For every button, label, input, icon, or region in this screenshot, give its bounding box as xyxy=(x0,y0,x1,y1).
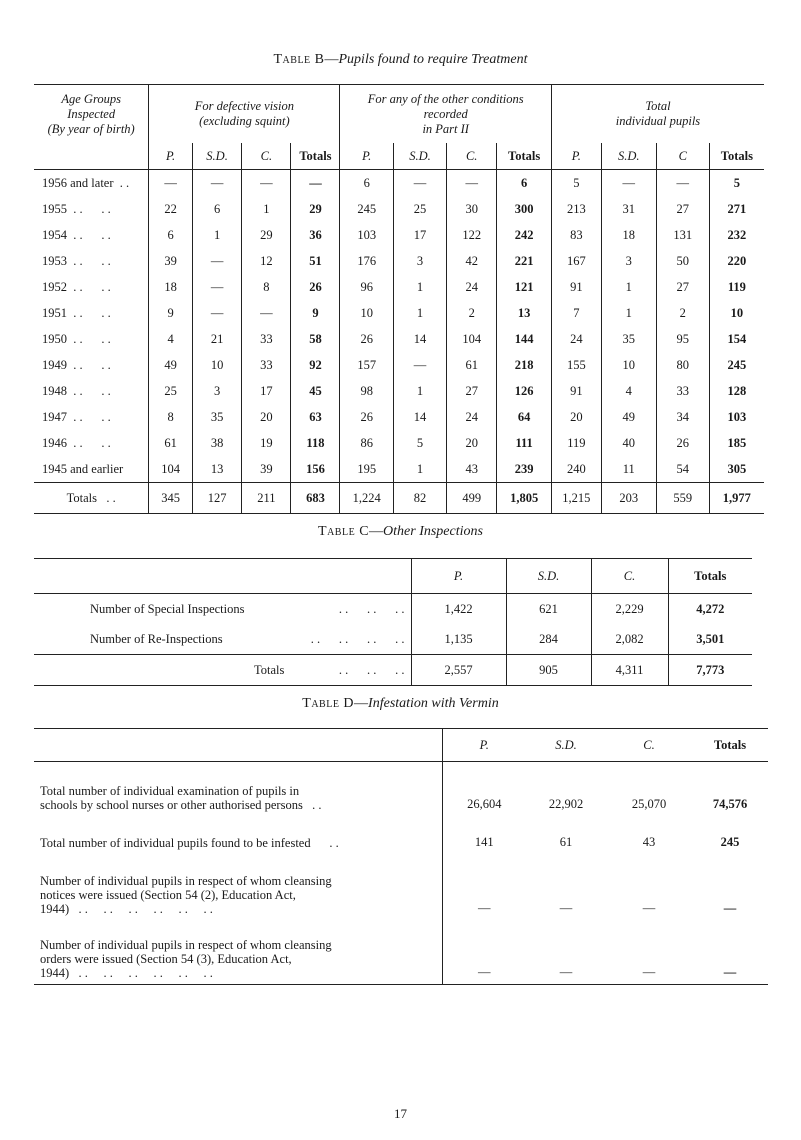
age-groups-header: Age Groups Inspected (By year of birth) xyxy=(47,91,135,136)
table-cell: 24 xyxy=(551,326,601,352)
table-cell: 30 xyxy=(447,196,497,222)
table-cell: 1,422 xyxy=(411,594,506,625)
table-row xyxy=(34,352,764,378)
table-cell: 29 xyxy=(291,196,340,222)
table-cell: 176 xyxy=(340,248,394,274)
table-cell: 5 xyxy=(709,170,764,197)
table-cell: 49 xyxy=(601,404,656,430)
table-cell: 17 xyxy=(393,222,446,248)
table-cell: 6 xyxy=(497,170,552,197)
table-cell: — xyxy=(559,965,573,979)
table-cell: 195 xyxy=(340,456,394,483)
table-cell: 9 xyxy=(149,300,193,326)
table-cell: 13 xyxy=(497,300,552,326)
table-cell: 26 xyxy=(340,326,394,352)
table-cell: 6 xyxy=(340,170,394,197)
table-b-title: Table B—Pupils found to require Treatment xyxy=(273,52,528,67)
table-cell: 29 xyxy=(242,222,291,248)
totals-cell: 499 xyxy=(447,483,497,514)
table-cell: — xyxy=(642,965,656,979)
table-cell: 3 xyxy=(192,378,241,404)
table-cell: 36 xyxy=(291,222,340,248)
row-label xyxy=(34,920,442,985)
table-cell: — xyxy=(656,170,709,197)
table-cell: 25 xyxy=(393,196,446,222)
table-cell: 96 xyxy=(340,274,394,300)
table-cell: 25 xyxy=(149,378,193,404)
totals-cell: 345 xyxy=(149,483,193,514)
table-cell: 213 xyxy=(551,196,601,222)
table-d-title: Table D—Infestation with Vermin xyxy=(302,696,499,711)
row-label-line: 1944) . . . . . . . . . . . . xyxy=(40,966,213,980)
table-row xyxy=(34,326,764,352)
column-header: S.D. xyxy=(192,143,241,170)
table-d-column-headers xyxy=(34,729,768,762)
table-row xyxy=(34,594,752,625)
empty-header-cell xyxy=(34,559,411,594)
table-c-title: Table C—Other Inspections xyxy=(318,524,483,539)
table-cell: 61 xyxy=(447,352,497,378)
table-d-title-prefix: Table D xyxy=(302,696,355,711)
table-cell: 19 xyxy=(242,430,291,456)
table-cell: 3 xyxy=(601,248,656,274)
table-cell: 27 xyxy=(656,196,709,222)
column-header: C. xyxy=(447,143,497,170)
row-label xyxy=(34,762,442,817)
table-d-body xyxy=(34,729,768,985)
table-cell: 220 xyxy=(709,248,764,274)
table-d xyxy=(34,728,768,985)
table-cell: — xyxy=(393,352,446,378)
column-header: S.D. xyxy=(506,559,591,594)
table-cell: 26 xyxy=(340,404,394,430)
table-cell: 6 xyxy=(192,196,241,222)
table-row xyxy=(34,655,752,686)
table-cell: 22 xyxy=(149,196,193,222)
table-row xyxy=(34,378,764,404)
table-cell: 4 xyxy=(601,378,656,404)
table-cell: 7 xyxy=(551,300,601,326)
table-cell: — xyxy=(149,170,193,197)
table-cell: 141 xyxy=(442,816,526,854)
table-cell: 33 xyxy=(656,378,709,404)
table-cell: 25,070 xyxy=(631,797,667,811)
row-label: 1945 and earlier xyxy=(42,461,124,476)
table-cell: 74,576 xyxy=(712,797,748,811)
table-c-title-prefix: Table C xyxy=(318,524,370,539)
table-cell: 4 xyxy=(149,326,193,352)
empty-header-cell xyxy=(34,729,442,762)
table-b-totals-row xyxy=(34,483,764,514)
table-cell: 43 xyxy=(447,456,497,483)
table-row xyxy=(34,854,768,920)
row-label xyxy=(34,854,442,920)
leader-dots: . . . . . . . . xyxy=(310,631,405,646)
table-cell: 284 xyxy=(506,624,591,655)
table-cell: 245 xyxy=(709,352,764,378)
table-cell: — xyxy=(192,300,241,326)
table-cell: 157 xyxy=(340,352,394,378)
table-cell: 39 xyxy=(149,248,193,274)
table-cell: 24 xyxy=(447,274,497,300)
table-cell: — xyxy=(393,170,446,197)
table-cell: — xyxy=(642,901,656,915)
table-row xyxy=(34,624,752,655)
table-cell: 1 xyxy=(393,300,446,326)
row-label: 1947 . . . . xyxy=(42,409,111,424)
totals-cell: 203 xyxy=(601,483,656,514)
row-label: 1952 . . . . xyxy=(42,279,111,294)
table-cell: 10 xyxy=(340,300,394,326)
table-cell: 271 xyxy=(709,196,764,222)
table-b-title-prefix: Table B xyxy=(273,52,325,67)
table-cell: 240 xyxy=(551,456,601,483)
totals-cell: 82 xyxy=(393,483,446,514)
table-row xyxy=(34,762,768,817)
table-row xyxy=(34,430,764,456)
column-header: S.D. xyxy=(393,143,446,170)
table-cell: 2,082 xyxy=(591,624,668,655)
table-cell: 4,311 xyxy=(591,655,668,686)
table-row xyxy=(34,170,764,197)
table-cell: 245 xyxy=(340,196,394,222)
totals-cell: 211 xyxy=(242,483,291,514)
totals-cell: 559 xyxy=(656,483,709,514)
row-label: 1951 . . . . xyxy=(42,305,111,320)
table-cell: — xyxy=(601,170,656,197)
table-cell: 2 xyxy=(656,300,709,326)
table-cell: 155 xyxy=(551,352,601,378)
table-cell: 13 xyxy=(192,456,241,483)
table-cell: 54 xyxy=(656,456,709,483)
table-row xyxy=(34,300,764,326)
table-cell: 131 xyxy=(656,222,709,248)
table-cell: 27 xyxy=(656,274,709,300)
table-cell: 11 xyxy=(601,456,656,483)
table-cell: 1,135 xyxy=(411,624,506,655)
table-cell: 156 xyxy=(291,456,340,483)
table-row xyxy=(34,816,768,854)
table-cell: 33 xyxy=(242,326,291,352)
table-cell: 9 xyxy=(291,300,340,326)
table-b-body xyxy=(34,170,764,483)
table-cell: 63 xyxy=(291,404,340,430)
table-cell: — xyxy=(192,248,241,274)
table-cell: 14 xyxy=(393,326,446,352)
table-cell: 83 xyxy=(551,222,601,248)
table-cell: 245 xyxy=(720,835,740,849)
row-label-line: Number of individual pupils in respect of whom cleansing xyxy=(40,874,332,888)
table-cell: — xyxy=(723,901,737,915)
total-pupils-header: Total individual pupils xyxy=(551,85,764,144)
table-cell: 86 xyxy=(340,430,394,456)
table-cell: 3 xyxy=(393,248,446,274)
row-label-text: Number of Re-Inspections xyxy=(90,631,223,646)
row-label: 1946 . . . . xyxy=(42,435,111,450)
table-cell: 5 xyxy=(551,170,601,197)
table-cell: 26 xyxy=(656,430,709,456)
table-b-title-text: Pupils found to require Treatment xyxy=(338,52,528,67)
table-cell: 103 xyxy=(340,222,394,248)
table-cell: 38 xyxy=(192,430,241,456)
table-cell: 27 xyxy=(447,378,497,404)
table-cell: 118 xyxy=(291,430,340,456)
totals-cell: 1,805 xyxy=(497,483,552,514)
table-cell: 7,773 xyxy=(668,655,752,686)
table-cell: 1 xyxy=(601,274,656,300)
table-cell: 119 xyxy=(551,430,601,456)
table-cell: 43 xyxy=(642,835,656,849)
table-cell: 12 xyxy=(242,248,291,274)
table-cell: 1 xyxy=(192,222,241,248)
column-header: P. xyxy=(411,559,506,594)
table-cell: — xyxy=(242,170,291,197)
table-cell: — xyxy=(242,300,291,326)
table-cell: 20 xyxy=(551,404,601,430)
column-header: S.D. xyxy=(555,737,577,752)
row-label: 1949 . . . . xyxy=(42,357,111,372)
table-row xyxy=(34,274,764,300)
table-cell: 49 xyxy=(149,352,193,378)
table-cell: — xyxy=(442,920,526,985)
table-cell: 80 xyxy=(656,352,709,378)
column-header: C. xyxy=(242,143,291,170)
table-cell: 95 xyxy=(656,326,709,352)
column-header: Totals xyxy=(709,143,764,170)
table-cell: 119 xyxy=(709,274,764,300)
table-cell: — xyxy=(447,170,497,197)
table-cell: 17 xyxy=(242,378,291,404)
table-cell: 2,557 xyxy=(411,655,506,686)
table-cell: 1 xyxy=(242,196,291,222)
table-row xyxy=(34,222,764,248)
table-row xyxy=(34,404,764,430)
row-label-text: Number of Special Inspections xyxy=(90,601,245,616)
table-cell: 34 xyxy=(656,404,709,430)
column-header: Totals xyxy=(713,737,747,752)
table-c-column-headers xyxy=(34,559,752,594)
table-cell: 10 xyxy=(192,352,241,378)
table-cell: 50 xyxy=(656,248,709,274)
table-cell: 104 xyxy=(149,456,193,483)
row-label xyxy=(34,594,411,625)
row-label: 1956 and later . . xyxy=(42,175,130,190)
column-header: S.D. xyxy=(601,143,656,170)
table-cell: 14 xyxy=(393,404,446,430)
row-label xyxy=(34,624,411,655)
table-c-title-text: Other Inspections xyxy=(383,524,483,539)
totals-label: Totals . . xyxy=(66,490,116,505)
table-cell: 20 xyxy=(242,404,291,430)
table-cell: 40 xyxy=(601,430,656,456)
table-cell: 45 xyxy=(291,378,340,404)
table-cell: 4,272 xyxy=(668,594,752,625)
row-label: 1948 . . . . xyxy=(42,383,111,398)
table-row xyxy=(34,248,764,274)
row-label-line: orders were issued (Section 54 (3), Education Act, xyxy=(40,952,292,966)
table-cell: 61 xyxy=(559,835,573,849)
table-cell: 35 xyxy=(601,326,656,352)
table-cell: 239 xyxy=(497,456,552,483)
table-cell: 5 xyxy=(393,430,446,456)
defective-vision-header: For defective vision (excluding squint) xyxy=(149,85,340,144)
table-cell: 39 xyxy=(242,456,291,483)
table-cell: 185 xyxy=(709,430,764,456)
table-cell: 621 xyxy=(506,594,591,625)
row-label-text: Totals xyxy=(254,662,285,677)
table-row xyxy=(34,920,768,985)
table-cell: 26 xyxy=(291,274,340,300)
table-cell: 18 xyxy=(601,222,656,248)
table-cell: 154 xyxy=(709,326,764,352)
table-cell: 232 xyxy=(709,222,764,248)
table-cell: 6 xyxy=(149,222,193,248)
table-b xyxy=(34,84,764,514)
table-cell: 26,604 xyxy=(442,762,526,817)
table-c xyxy=(34,558,752,686)
table-cell: — xyxy=(192,274,241,300)
row-label-line: notices were issued (Section 54 (2), Education Act, xyxy=(40,888,296,902)
column-header: C. xyxy=(643,737,655,752)
row-label-line: Total number of individual examination of pupils in xyxy=(40,784,300,798)
column-header: C xyxy=(656,143,709,170)
table-b-column-headers xyxy=(34,143,764,170)
page-number: 17 xyxy=(394,1106,407,1121)
table-cell: 905 xyxy=(506,655,591,686)
table-cell: 1 xyxy=(393,456,446,483)
table-c-body xyxy=(34,559,752,686)
row-label: 1955 . . . . xyxy=(42,201,111,216)
table-cell: 42 xyxy=(447,248,497,274)
table-cell: 8 xyxy=(242,274,291,300)
table-cell: 221 xyxy=(497,248,552,274)
table-cell: 24 xyxy=(447,404,497,430)
table-cell: — xyxy=(291,170,340,197)
totals-cell: 1,215 xyxy=(551,483,601,514)
table-cell: 33 xyxy=(242,352,291,378)
totals-cell: 1,224 xyxy=(340,483,394,514)
table-cell: 35 xyxy=(192,404,241,430)
table-row xyxy=(34,196,764,222)
column-header: P. xyxy=(340,143,394,170)
row-label-line: Total number of individual pupils found to be infested . . xyxy=(40,836,339,850)
table-cell: 218 xyxy=(497,352,552,378)
table-cell: 20 xyxy=(447,430,497,456)
table-cell: 2,229 xyxy=(591,594,668,625)
leader-dots: . . . . . . xyxy=(338,662,405,677)
table-cell: 18 xyxy=(149,274,193,300)
table-cell: 61 xyxy=(149,430,193,456)
table-cell: 111 xyxy=(497,430,552,456)
table-cell: 21 xyxy=(192,326,241,352)
totals-cell: 1,977 xyxy=(709,483,764,514)
column-header: P. xyxy=(442,729,526,762)
table-cell: — xyxy=(559,901,573,915)
table-d-title-text: Infestation with Vermin xyxy=(368,696,499,711)
table-cell: 121 xyxy=(497,274,552,300)
column-header: P. xyxy=(551,143,601,170)
row-label-line: Number of individual pupils in respect of whom cleansing xyxy=(40,938,332,952)
column-header: Totals xyxy=(668,559,752,594)
row-label-line: 1944) . . . . . . . . . . . . xyxy=(40,902,213,916)
table-cell: 126 xyxy=(497,378,552,404)
table-cell: 144 xyxy=(497,326,552,352)
table-cell: 167 xyxy=(551,248,601,274)
totals-cell: 683 xyxy=(291,483,340,514)
row-label: 1953 . . . . xyxy=(42,253,111,268)
row-label xyxy=(34,655,411,686)
table-cell: 305 xyxy=(709,456,764,483)
table-cell: 22,902 xyxy=(548,797,584,811)
table-cell: 1 xyxy=(601,300,656,326)
table-cell: 31 xyxy=(601,196,656,222)
table-cell: 92 xyxy=(291,352,340,378)
totals-cell: 127 xyxy=(192,483,241,514)
table-row xyxy=(34,456,764,483)
table-cell: 103 xyxy=(709,404,764,430)
table-cell: 51 xyxy=(291,248,340,274)
table-cell: 1 xyxy=(393,378,446,404)
table-cell: 128 xyxy=(709,378,764,404)
table-cell: 10 xyxy=(601,352,656,378)
table-cell: 3,501 xyxy=(668,624,752,655)
column-header: Totals xyxy=(497,143,552,170)
table-cell: 300 xyxy=(497,196,552,222)
leader-dots: . . . . . . xyxy=(338,601,405,616)
table-cell: 10 xyxy=(709,300,764,326)
table-cell: 91 xyxy=(551,274,601,300)
other-conditions-header: For any of the other conditions recorded in Part II xyxy=(340,85,552,144)
table-cell: 8 xyxy=(149,404,193,430)
column-header: C. xyxy=(591,559,668,594)
column-header: P. xyxy=(149,143,193,170)
table-cell: 64 xyxy=(497,404,552,430)
column-header: Totals xyxy=(291,143,340,170)
table-cell: — xyxy=(723,965,737,979)
row-label: 1950 . . . . xyxy=(42,331,111,346)
row-label: 1954 . . . . xyxy=(42,227,111,242)
table-cell: — xyxy=(442,854,526,920)
table-cell: — xyxy=(192,170,241,197)
table-cell: 122 xyxy=(447,222,497,248)
table-cell: 104 xyxy=(447,326,497,352)
table-cell: 91 xyxy=(551,378,601,404)
table-cell: 2 xyxy=(447,300,497,326)
table-cell: 242 xyxy=(497,222,552,248)
row-label xyxy=(34,816,442,854)
table-cell: 58 xyxy=(291,326,340,352)
table-cell: 1 xyxy=(393,274,446,300)
table-cell: 98 xyxy=(340,378,394,404)
row-label-line: schools by school nurses or other authorised persons . . xyxy=(40,798,322,812)
